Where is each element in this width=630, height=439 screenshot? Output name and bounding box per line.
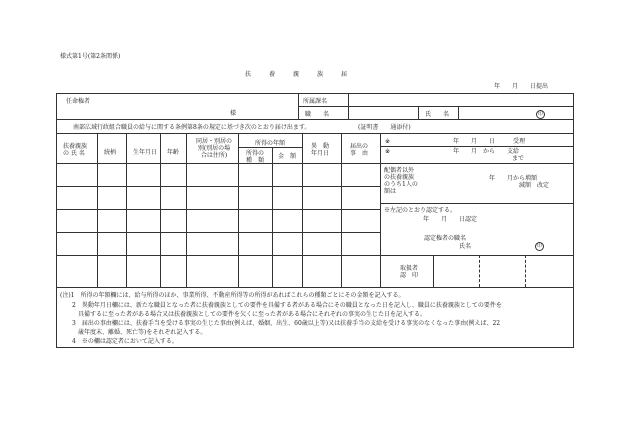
attachments-text: (証明書 通添付) xyxy=(358,124,411,131)
position-label: 職 名 xyxy=(305,111,330,118)
header-divider-line xyxy=(298,93,299,119)
notes-bottom-line xyxy=(56,347,574,348)
col-line-age xyxy=(160,133,161,287)
side-line-amount xyxy=(380,203,573,204)
col-birth-date: 生年月日 xyxy=(133,149,158,156)
income-subheader-line xyxy=(238,147,302,148)
col-line-reason xyxy=(341,133,342,287)
statement-bottom-line xyxy=(56,133,574,134)
clerk-seal-label: 取扱者 認 印 xyxy=(400,265,419,279)
col-change-date: 異 動 年月日 xyxy=(311,143,330,157)
col-family-name: 扶養親族 の 氏 名 xyxy=(63,143,88,157)
note-1-continued: 具備するに至った者がある場合又は扶養親族としての要件を欠くに至った者がある場合にそれぞれの事実の生じた日を記入する。 xyxy=(78,311,427,318)
col-relation: 続柄 xyxy=(104,149,117,156)
header-name-divider xyxy=(418,106,419,119)
sama-label: 様 xyxy=(230,110,237,117)
side-line-clerk-1 xyxy=(433,255,434,287)
frame-bottom-line xyxy=(56,287,574,288)
row-line-2 xyxy=(56,209,380,210)
col-age: 年齢 xyxy=(167,149,180,156)
certifier-seal-mark: 印 xyxy=(536,243,542,249)
note-0: (注)1 所得の年額欄には、給与所得のほか、事業所得、不動産所得等の所得があればこれらの種類ごとにその金額を記入する。 xyxy=(60,292,405,299)
col-cohabitation: 同居・別居の 別(別居の場 合は住所) xyxy=(195,138,232,159)
side-line-certify xyxy=(380,255,573,256)
payment-mark: ※ xyxy=(385,148,391,155)
submitted-date: 年 月 日提出 xyxy=(494,83,549,90)
statement-text: 南部広域行政組合職員の給与に関する条例第8条の規定に基づき次のとおり届け出ます。 xyxy=(73,124,311,131)
dept-name-label: 所属課名 xyxy=(303,98,328,105)
side-line-receipt xyxy=(380,146,573,147)
col-line-change xyxy=(302,133,303,287)
non-spouse-label: 配偶者以外 の扶養親族 のうち1人の 額は xyxy=(384,167,418,195)
note-2-continued: 歳年度末、離婚、死亡等)をそれぞれ記入する。 xyxy=(78,329,207,336)
certifier-label: 認定権者の職名 xyxy=(424,235,467,242)
col-income-header: 所得の年額 xyxy=(254,140,285,147)
appointer-label: 任命権者 xyxy=(66,98,91,105)
side-line-clerk-3 xyxy=(525,255,526,287)
col-line-cohab xyxy=(186,133,187,287)
header-bottom-line xyxy=(56,119,574,120)
col-income-type: 所得の 種 類 xyxy=(245,150,264,164)
row-line-3 xyxy=(56,232,380,233)
side-line-clerk-2 xyxy=(479,255,480,287)
col-line-side xyxy=(380,133,381,287)
note-1: 2 異動年月日欄には、新たな職員となった者に扶養親族としての要件を具備する者がある場合にその職員となった日を記入し、職員に扶養親族としての要件を xyxy=(72,302,502,309)
side-line-payment xyxy=(380,163,573,164)
notes-left-line xyxy=(56,287,57,347)
notes-right-line xyxy=(573,287,574,347)
payment-line: 年 月 から 支給 xyxy=(453,148,520,155)
row-line-4 xyxy=(56,255,380,256)
header-name-value-divider xyxy=(458,106,459,119)
col-line-birth xyxy=(126,133,127,287)
payment-until: まで xyxy=(512,155,525,162)
col-line-income-amount xyxy=(272,147,273,287)
col-income-amount: 金 額 xyxy=(277,153,296,160)
col-line-income-type xyxy=(238,133,239,287)
receipt-line: 年 月 日 受理 xyxy=(453,138,526,145)
certify-text: ※左記のとおり認定する。 xyxy=(384,207,457,214)
form-title: 扶 養 親 族 届 xyxy=(245,71,354,78)
frame-right-line xyxy=(573,93,574,287)
table-header-line xyxy=(56,163,380,164)
frame-left-line xyxy=(56,93,57,287)
row-line-1 xyxy=(56,186,380,187)
certifier-name-label: 氏名 xyxy=(459,243,472,250)
receipt-mark: ※ xyxy=(385,138,391,145)
note-3: 4 ※の欄は認定者において記入する。 xyxy=(72,338,178,345)
col-line-relation xyxy=(97,133,98,287)
col-reason: 届出の 事 由 xyxy=(350,143,369,157)
name-label: 氏 名 xyxy=(425,111,450,118)
non-spouse-change: 年 月から増額 減額 改定 xyxy=(489,175,550,189)
note-2: 3 届出の事由欄には、扶養手当を受ける事実の生じた事由(例えば、婚姻、出生、60歳以上等)又は扶養手当の支給を受ける事実のなくなった事由(例えば、22 xyxy=(72,320,501,327)
header-label-divider xyxy=(348,93,349,119)
certify-date: 年 月 日認定 xyxy=(423,216,478,223)
header-mid-line xyxy=(298,106,574,107)
frame-top-line xyxy=(56,93,574,94)
applicant-seal-mark: 印 xyxy=(537,111,543,117)
form-number: 様式第1号(第2条関係) xyxy=(60,53,121,60)
